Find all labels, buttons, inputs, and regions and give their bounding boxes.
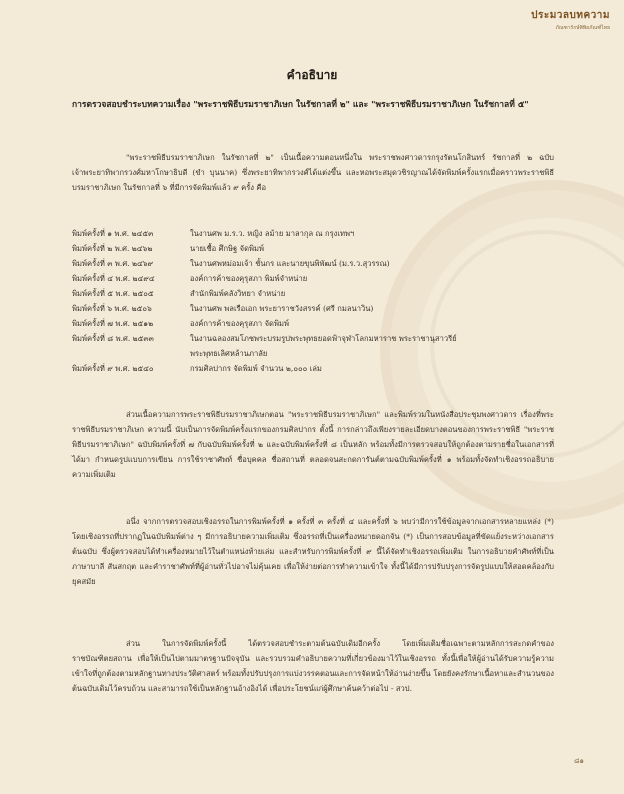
edition-publisher: นายเชื้อ ศึกษิฐ จัดพิมพ์ xyxy=(190,244,265,253)
body-paragraph-4: ส่วน ในการจัดพิมพ์ครั้งนี้ ได้ตรวจสอบชำระตามต้นฉบับเดิมอีกครั้ง โดยเพิ่มเติมชื่อเฉพาะตามหลักการสะกดคำของราชบัณฑิตยสถาน เพื่อให้เป็นไปตามมาตรฐานปัจจุบัน และรวบรวมคำอธิบายความที่เกี่ยวข้องมาไว้ในเชิงอรรถ ทั้งนี้เพื่อให้ผู้อ่านได้รับความรู้ความเข้าใจที่ถูกต้องตามหลักฐานทางประวัติศาสตร์ พร้อมทั้งปรับปรุงการแบ่งวรรคตอนและการจัดหน้าให้อ่านง่ายขึ้น โดยยังคงรักษาเนื้อหาและสำนวนของต้นฉบับเดิมไว้ครบถ้วน และสามารถใช้เป็นหลักฐานอ้างอิงได้ เพื่อประโยชน์แก่ผู้ศึกษาค้นคว้าต่อไป - สวป. xyxy=(72,639,554,693)
edition-label: พิมพ์ครั้งที่ ๗ พ.ศ. ๒๕๑๒ xyxy=(72,319,154,328)
edition-publisher: ในงานศพหม่อมเจ้า ชั้นกร และนายขุนพิพัฒน์ (ม.ร.ว.สุวรรณ) xyxy=(190,259,390,268)
brand-subtitle: ภัณฑารักษ์พิพิธภัณฑ์ไทย xyxy=(555,25,610,31)
edition-publisher: สำนักพิมพ์คลังวิทยา จำหน่าย xyxy=(190,289,286,298)
edition-publisher xyxy=(190,331,554,361)
edition-row xyxy=(72,256,554,271)
edition-row xyxy=(72,316,554,331)
body-paragraph-3: อนึ่ง จากการตรวจสอบเชิงอรรถในการพิมพ์ครั้งที่ ๑ ครั้งที่ ๓ ครั้งที่ ๔ และครั้งที่ ๖ พบว่ามีการใช้ข้อมูลจากเอกสารหลายแหล่ง (*) โดยเชิงอรรถที่ปรากฏในฉบับพิมพ์ต่าง ๆ มีการอธิบายความเพิ่มเติม ซึ่งอรรถที่เป็นเครื่องหมายดอกจัน (*) เป็นการสอบข้อมูลที่ขัดแย้งระหว่างเอกสารต้นฉบับ ซึ่งผู้ตรวจสอบได้ทำเครื่องหมายไว้ในตำแหน่งท้ายเล่ม และสำหรับการพิมพ์ครั้งที่ ๙ นี้ได้จัดทำเชิงอรรถเพิ่มเติม ในการอธิบายคำศัพท์ที่เป็นภาษาบาลี สันสกฤต และคำราชาศัพท์ที่ผู้อ่านทั่วไปอาจไม่คุ้นเคย เพื่อให้ง่ายต่อการทำความเข้าใจ ทั้งนี้ได้มีการปรับปรุงการจัดรูปแบบให้สอดคล้องกับยุคสมัย xyxy=(72,517,554,586)
header-brand xyxy=(531,8,610,32)
edition-publisher: ในงานศพ ม.ร.ว. หญิง ลม้าย มาลากุล ณ กรุงเทพฯ xyxy=(190,229,355,238)
subject-heading: การตรวจสอบชำระบทความเรื่อง "พระราชพิธีบรมราชาภิเษก ในรัชกาลที่ ๒" และ "พระราชพิธีบรมราชาภิเษก ในรัชกาลที่ ๕" xyxy=(72,100,529,110)
edition-row xyxy=(72,361,554,376)
edition-row xyxy=(72,286,554,301)
edition-publisher: องค์การค้าของคุรุสภา พิมพ์จำหน่าย xyxy=(190,274,308,283)
page-number: ๘๑ xyxy=(574,757,584,765)
edition-publisher: องค์การค้าของคุรุสภา จัดพิมพ์ xyxy=(190,319,289,328)
edition-list xyxy=(72,226,554,376)
intro-paragraph: "พระราชพิธีบรมราชาภิเษก ในรัชกาลที่ ๒" เป็นเนื้อความตอนหนึ่งใน พระราชพงศาวดารกรุงรัตนโกสินทร์ รัชกาลที่ ๒ ฉบับเจ้าพระยาทิพากรวงศ์มหาโกษาธิบดี (ขำ บุนนาค) ซึ่งพระยาทิพากรวงศ์ได้แต่งขึ้น และหอพระสมุดวชิรญาณได้จัดพิมพ์ครั้งแรกเมื่อคราวพระราชพิธีบรมราชาภิเษก ในรัชกาลที่ ๖ ที่มีการจัดพิมพ์แล้ว ๙ ครั้ง คือ xyxy=(72,153,554,192)
page-title: คำอธิบาย xyxy=(286,68,338,82)
edition-publisher-line2: พระพุทธเลิศหล้านภาลัย xyxy=(190,349,268,358)
edition-publisher-line1: ในงานฉลองสมโภชพระบรมรูปพระพุทธยอดฟ้าจุฬาโลกมหาราช พระราชานุสาวรีย์ xyxy=(190,334,457,343)
edition-label: พิมพ์ครั้งที่ ๔ พ.ศ. ๒๔๙๔ xyxy=(72,274,155,283)
edition-row xyxy=(72,271,554,286)
edition-label: พิมพ์ครั้งที่ ๕ พ.ศ. ๒๕๐๕ xyxy=(72,289,154,298)
edition-row xyxy=(72,301,554,316)
edition-label: พิมพ์ครั้งที่ ๖ พ.ศ. ๒๕๐๖ xyxy=(72,304,152,313)
body-paragraph-2: ส่วนเนื้อความการพระราชพิธีบรมราชาภิเษกตอน "พระราชพิธีบรมราชาภิเษก" และพิมพ์รวมในหนังสือประชุมพงศาวดาร เรื่องที่พระราชพิธีบรมราชาภิเษก ความนี้ นับเป็นการจัดพิมพ์ครั้งแรกของกรมศิลปากร ตั้งนี้ การกล่าวถึงเพียงรายละเอียดบางตอนของการพระราชพิธี "พระราชพิธีบรมราชาภิเษก" ฉบับพิมพ์ครั้งที่ ๗ กับฉบับพิมพ์ครั้งที่ ๒ และฉบับพิมพ์ครั้งที่ ๘ เป็นหลัก พร้อมทั้งมีการตรวจสอบให้ถูกต้องตามรายชื่อในเอกสารที่ได้มา กำหนดรูปแบบการเขียน การใช้ราชาศัพท์ ชื่อบุคคล ชื่อสถานที่ ตลอดจนสะกดการันต์ตามฉบับพิมพ์ครั้งที่ ๑ พร้อมทั้งจัดทำเชิงอรรถอธิบายความเพิ่มเติม xyxy=(72,410,554,479)
edition-label: พิมพ์ครั้งที่ ๒ พ.ศ. ๒๔๖๒ xyxy=(72,244,153,253)
edition-label: พิมพ์ครั้งที่ ๙ พ.ศ. ๒๕๔๐ xyxy=(72,364,154,373)
edition-publisher: กรมศิลปากร จัดพิมพ์ จำนวน ๒,๐๐๐ เล่ม xyxy=(190,364,322,373)
edition-row xyxy=(72,226,554,241)
edition-row xyxy=(72,331,554,361)
edition-row xyxy=(72,241,554,256)
brand-title: ประมวลบทความ xyxy=(531,10,610,21)
edition-label: พิมพ์ครั้งที่ ๑ พ.ศ. ๒๔๕๓ xyxy=(72,229,154,238)
edition-publisher: ในงานศพ พลเรือเอก พระยาราชวังสรรค์ (ศรี กมลนาวิน) xyxy=(190,304,374,313)
edition-label: พิมพ์ครั้งที่ ๓ พ.ศ. ๒๔๖๙ xyxy=(72,259,154,268)
edition-label: พิมพ์ครั้งที่ ๘ พ.ศ. ๒๕๓๓ xyxy=(72,334,154,343)
